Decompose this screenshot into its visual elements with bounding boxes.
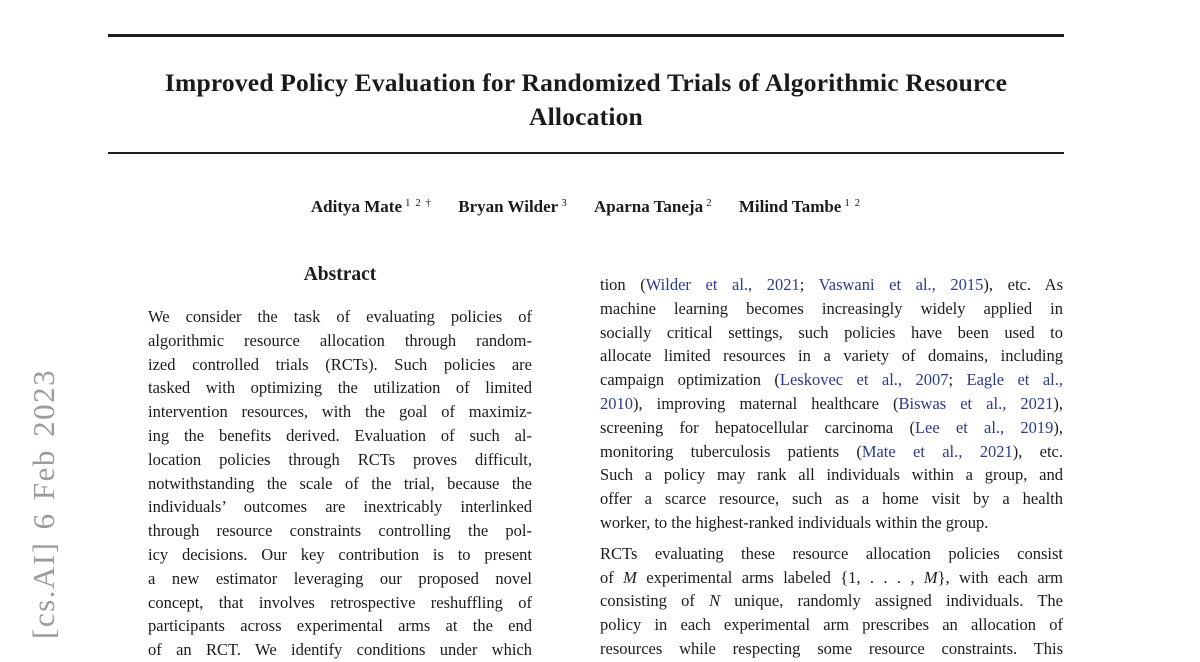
text-line xyxy=(600,416,1063,440)
text-segment: experimental arms labeled {1, . . . , xyxy=(636,567,924,587)
text-segment: socially critical settings, such policies have been used to xyxy=(600,322,1063,342)
text-segment: ), improving maternal healthcare ( xyxy=(633,393,899,413)
text-segment: location policies through RCTs proves difficult, xyxy=(148,449,532,469)
text-segment: a new estimator leveraging our proposed novel xyxy=(148,568,532,588)
text-segment: offer a scarce resource, such as a home visit by a health xyxy=(600,489,1063,509)
paper-title-line2: Allocation xyxy=(529,102,643,131)
text-segment: ), etc. xyxy=(1012,441,1064,461)
text-segment: allocate limited resources in a variety of domains, including xyxy=(600,346,1063,366)
text-segment: machine learning becomes increasingly widely applied in xyxy=(600,298,1063,318)
top-rule-divider xyxy=(108,34,1064,37)
text-segment: We consider the task of evaluating policies of xyxy=(148,307,532,326)
text-line xyxy=(600,637,1063,661)
author-superscript: 1 2 † xyxy=(405,197,432,209)
author-superscript: 2 xyxy=(706,197,713,209)
text-line xyxy=(600,273,1063,297)
text-line xyxy=(148,614,532,638)
authors-line xyxy=(108,197,1064,217)
text-line xyxy=(148,495,532,519)
text-segment: participants across experimental arms at the end xyxy=(148,616,532,636)
author-name: Milind Tambe xyxy=(738,197,842,216)
text-segment: ; xyxy=(948,370,967,390)
text-line xyxy=(600,487,1063,511)
text-segment: Such a policy may rank all individuals within a group, and xyxy=(600,465,1063,485)
text-segment: consisting of xyxy=(600,591,710,611)
paper-title-line1: Improved Policy Evaluation for Randomized Trials of Algorithmic Resource xyxy=(164,68,1008,97)
text-segment: ), etc. As xyxy=(983,275,1063,294)
text-segment: campaign optimization ( xyxy=(600,370,780,390)
text-segment: screening for hepatocellular carcinoma ( xyxy=(600,417,915,437)
author-name: Aditya Mate xyxy=(310,197,402,216)
author xyxy=(739,197,861,216)
right-column xyxy=(600,273,1063,661)
text-line xyxy=(148,567,532,591)
text-line xyxy=(148,400,532,424)
author xyxy=(458,197,567,216)
text-segment: RCTs evaluating these resource allocation policies consist xyxy=(600,543,1063,563)
text-segment: policy in each experimental arm prescribes an allocation of xyxy=(600,615,1063,635)
text-line xyxy=(600,542,1063,566)
citation-link[interactable]: Leskovec et al., 2007 xyxy=(779,370,949,390)
text-segment: intervention resources, with the goal of maximiz- xyxy=(148,402,532,422)
text-segment: of xyxy=(600,567,624,587)
text-line xyxy=(600,566,1063,590)
citation-link[interactable]: Eagle et al., xyxy=(966,370,1063,390)
text-line xyxy=(600,440,1063,464)
text-segment: ; xyxy=(799,275,819,294)
text-line xyxy=(148,353,532,377)
text-line xyxy=(600,613,1063,637)
text-segment: notwithstanding the scale of the trial, because the xyxy=(148,473,532,493)
text-line xyxy=(148,376,532,400)
author-name: Bryan Wilder xyxy=(458,197,559,216)
text-line xyxy=(600,511,1063,535)
text-segment: ), xyxy=(1053,393,1063,413)
text-line xyxy=(148,424,532,448)
citation-link[interactable]: Mate et al., 2021 xyxy=(861,441,1013,461)
abstract-heading: Abstract xyxy=(303,264,377,285)
text-line xyxy=(148,305,532,329)
text-segment: tasked with optimizing the utilization of limited xyxy=(148,378,532,398)
text-line xyxy=(148,543,532,567)
text-line xyxy=(600,589,1063,613)
text-segment: M xyxy=(923,567,938,587)
text-segment: M xyxy=(623,567,637,587)
author-name: Aparna Taneja xyxy=(593,197,704,216)
text-segment: N xyxy=(709,591,721,611)
text-segment: algorithmic resource allocation through random- xyxy=(148,330,532,350)
citation-link[interactable]: Wilder et al., 2021 xyxy=(645,275,800,294)
text-segment: concept, that involves retrospective reshuffling of xyxy=(148,592,532,612)
text-line xyxy=(148,329,532,353)
text-line xyxy=(148,591,532,615)
citation-link[interactable]: Lee et al., 2019 xyxy=(914,417,1054,437)
text-line xyxy=(600,368,1063,392)
text-line xyxy=(600,344,1063,368)
text-segment: worker, to the highest-ranked individuals within the group. xyxy=(600,512,989,532)
text-segment: of an RCT. We identify conditions under which xyxy=(148,640,532,660)
text-segment: tion ( xyxy=(600,275,646,294)
arxiv-watermark: [cs.AI] 6 Feb 2023 xyxy=(26,368,61,639)
citation-link[interactable]: Vaswani et al., 2015 xyxy=(818,275,984,294)
text-line xyxy=(148,519,532,543)
text-segment: through resource constraints controlling the pol- xyxy=(148,521,532,541)
text-segment: monitoring tuberculosis patients ( xyxy=(600,441,862,461)
text-line xyxy=(148,448,532,472)
citation-link[interactable]: Biswas et al., 2021 xyxy=(898,393,1054,413)
text-line xyxy=(148,638,532,662)
abstract-column xyxy=(148,305,532,662)
text-line xyxy=(600,297,1063,321)
text-segment: resources while respecting some resource constraints. This xyxy=(600,638,1063,658)
author-superscript: 1 2 xyxy=(844,197,862,209)
author xyxy=(594,197,713,216)
text-segment: icy decisions. Our key contribution is to present xyxy=(148,544,532,564)
text-line xyxy=(600,392,1063,416)
text-line xyxy=(600,321,1063,345)
text-segment: ), xyxy=(1053,417,1063,437)
citation-link[interactable]: 2010 xyxy=(600,393,633,413)
mid-rule-divider xyxy=(108,152,1064,154)
text-segment: }, with each arm xyxy=(937,567,1063,587)
text-segment: unique, randomly assigned individuals. The xyxy=(720,591,1064,611)
text-line xyxy=(600,463,1063,487)
text-line xyxy=(148,472,532,496)
text-segment: ized controlled trials (RCTs). Such policies are xyxy=(148,354,532,374)
author xyxy=(311,197,432,216)
text-segment: ing the benefits derived. Evaluation of such al- xyxy=(148,425,532,445)
paper-title xyxy=(108,66,1064,134)
author-superscript: 3 xyxy=(561,197,568,209)
text-segment: individuals’ outcomes are inextricably interlinked xyxy=(148,497,532,517)
